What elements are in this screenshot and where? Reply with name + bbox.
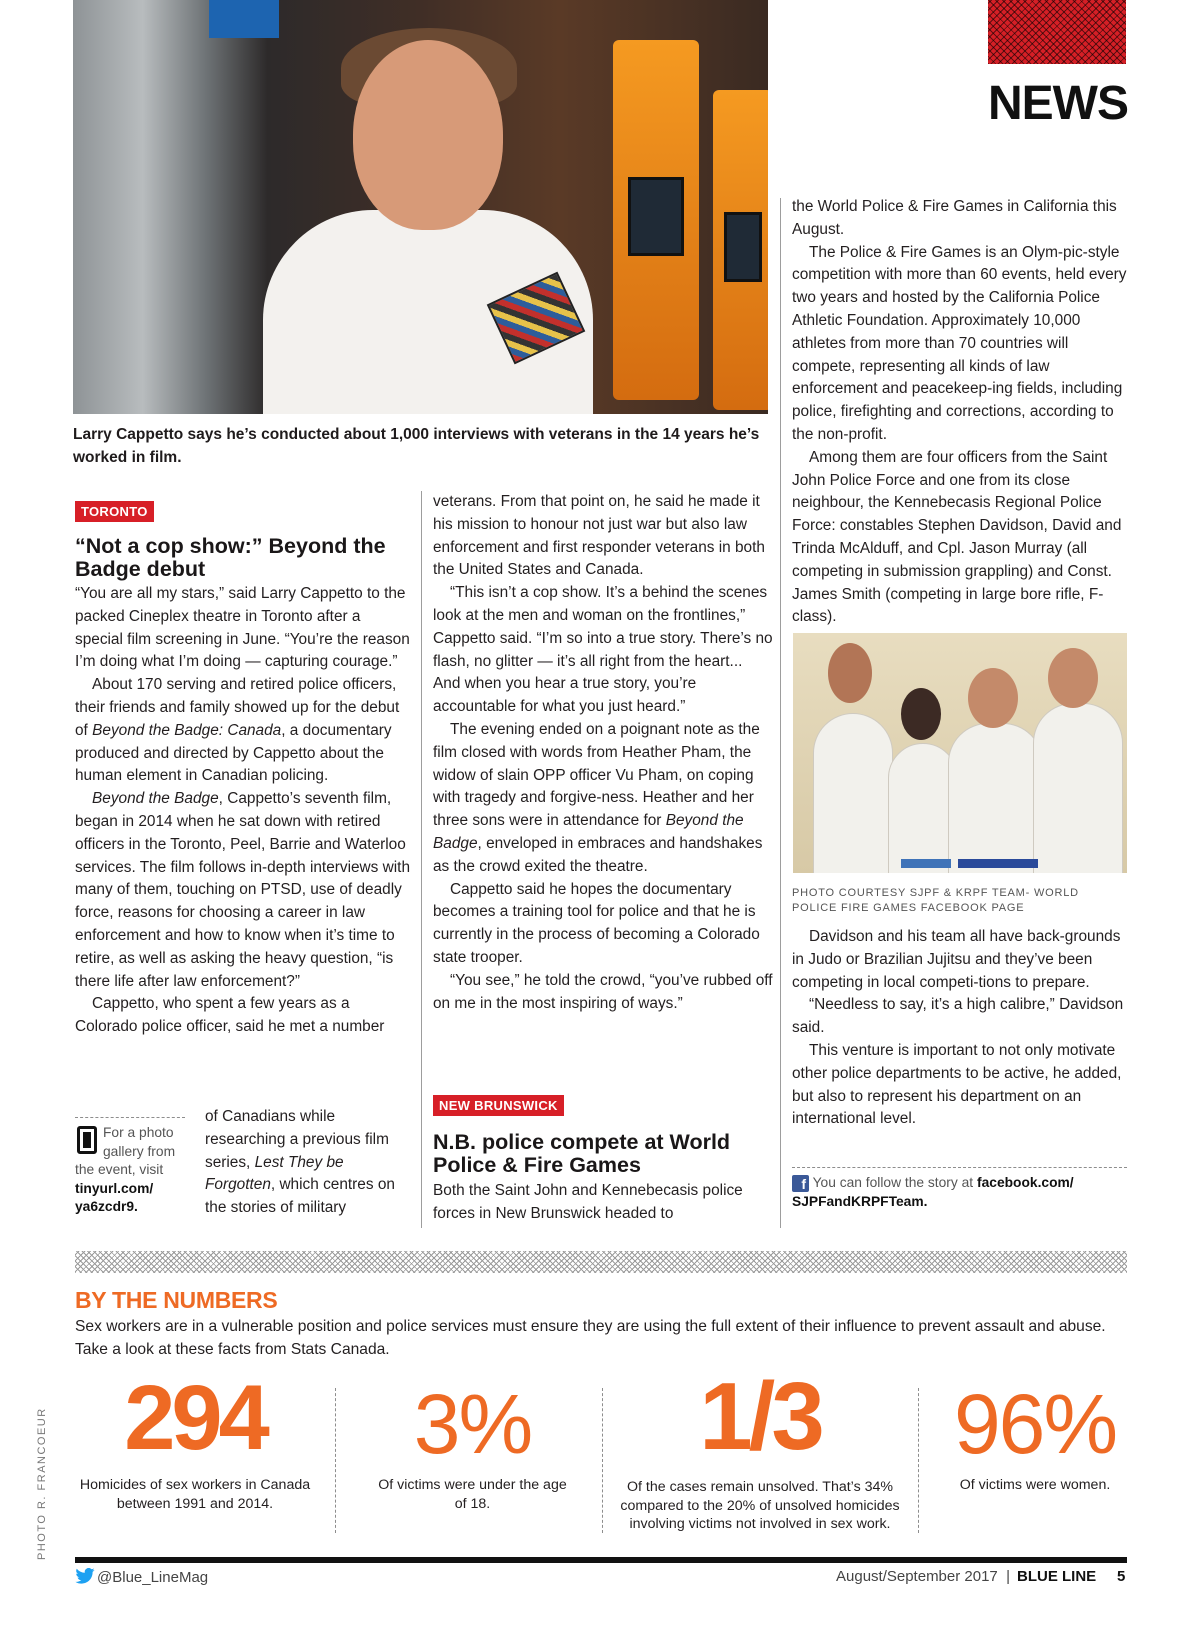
footer-brand: BLUE LINE	[1017, 1568, 1097, 1585]
stat-value: 96%	[953, 1377, 1117, 1471]
story-headline: N.B. police compete at World Police & Fire Games	[433, 1130, 731, 1177]
team-photo	[793, 633, 1127, 873]
paragraph: “Needless to say, it’s a high calibre,” Davidson said.	[792, 996, 1124, 1037]
story1-column-1	[75, 583, 410, 1039]
stat-value: 294	[124, 1367, 266, 1469]
story2-column-3	[792, 196, 1132, 629]
paragraph: “You see,” he told the crowd, “you’ve rubbed off on me in the most inspiring of ways.”	[433, 971, 773, 1012]
photo-caption: Larry Cappetto says he’s conducted about 1,000 interviews with veterans in the 14 years he’s worked in film.	[73, 426, 760, 466]
column-rule	[421, 491, 422, 1228]
story1-column-2	[433, 491, 773, 1015]
paragraph: About 170 serving and retired police officers, their friends and family showed up for the debut of Beyond the Badge: Canada, a documentary produced and directed by Cappetto about the human element in Canadian policing.	[75, 676, 400, 785]
stat-divider	[602, 1388, 603, 1533]
paragraph: “This isn’t a cop show. It’s a behind the scenes look at the men and woman on the frontlines,” Cappetto said. “I’m so into a true story. There’s no flash, no glitter — it’s all right from the heart... And when you hear a true story, you’re accountable for what you just heard.”	[433, 584, 773, 716]
stat-one-third	[615, 1364, 905, 1534]
follow-note: f You can follow the story at facebook.com/ SJPFandKRPFTeam.	[792, 1175, 1074, 1209]
twitter-icon	[75, 1568, 95, 1584]
stat-description: Of the cases remain unsolved. That’s 34% compared to the 20% of unsolved homicides involving victims not involved in sex work.	[620, 1479, 900, 1532]
gallery-note: For a photo gallery from the event, visit tinyurl.com/ ya6zcdr9.	[75, 1125, 176, 1214]
facebook-link[interactable]: facebook.com/ SJPFandKRPFTeam.	[792, 1175, 1074, 1209]
stat-description: Of victims were under the age of 18.	[378, 1477, 567, 1512]
stat-description: Of victims were women.	[959, 1477, 1111, 1493]
gallery-divider	[75, 1117, 185, 1118]
paragraph: the World Police & Fire Games in California this August.	[792, 198, 1117, 238]
stat-96-percent	[940, 1378, 1130, 1495]
paragraph: The evening ended on a poignant note as the film closed with words from Heather Pham, the widow of slain OPP officer Vu Pham, on coping with tragedy and forgive-ness. Heather and her three sons were in attendance for Beyond the Badge, enveloped in embraces and handshakes as the crowd exited the theatre.	[433, 720, 763, 875]
footer-twitter[interactable]: @Blue_LineMag	[75, 1568, 208, 1586]
story-tag-new-brunswick: NEW BRUNSWICK	[433, 1095, 564, 1116]
page-number: 5	[1117, 1568, 1126, 1585]
follow-divider	[792, 1167, 1127, 1168]
person-face	[353, 40, 503, 230]
story2-column-3-bottom	[792, 926, 1132, 1131]
section-intro: Sex workers are in a vulnerable position and police services must ensure they are using the full extent of their influence to prevent assault and abuse. Take a look at these facts from Stats Canada.	[75, 1318, 1106, 1358]
paragraph: Beyond the Badge, Cappetto’s seventh film, began in 2014 when he sat down with retired officers in the Toronto, Peel, Barrie and Waterloo services. The film follows in-depth interviews with many of them, touching on PTSD, use of deadly force, reasons for choosing a career in law enforcement and how to know when it’s time to retire, as well as asking the heavy question, “is there life after law enforcement?”	[75, 790, 411, 990]
stat-value: 1/3	[699, 1363, 821, 1470]
paragraph: Cappetto, who spent a few years as a Colorado police officer, said he met a number	[75, 995, 385, 1036]
gallery-link[interactable]: tinyurl.com/ ya6zcdr9.	[75, 1180, 154, 1214]
ticket-kiosk	[613, 40, 699, 400]
photo-credit-vertical: PHOTO R. FRANCOEUR	[36, 1407, 48, 1560]
main-photo	[73, 0, 768, 414]
paragraph: The Police & Fire Games is an Olym-pic-style competition with more than 60 events, held every two years and hosted by the California Police Athletic Foundation. Approximately 10,000 athletes from more than 70 countries will compete, representing all kinds of law enforcement and peacekeep-ing fields, including police, firefighting and corrections, according to the non-profit.	[792, 243, 1127, 443]
paragraph: This venture is important to not only motivate other police departments to be active, he added, but also to represent his department on an international level.	[792, 1041, 1122, 1128]
stat-description: Homicides of sex workers in Canada between 1991 and 2014.	[79, 1477, 311, 1512]
hatch-divider	[75, 1251, 1127, 1273]
facebook-icon: f	[792, 1175, 809, 1192]
paragraph: Davidson and his team all have back-grounds in Judo or Brazilian Jujitsu and they’ve been competing in local competi-tions to prepare.	[792, 928, 1121, 991]
news-pattern	[988, 0, 1126, 64]
stat-divider	[335, 1388, 336, 1533]
stat-3-percent	[375, 1378, 570, 1513]
story-tag-toronto: TORONTO	[75, 501, 154, 522]
paragraph: Cappetto said he hopes the documentary becomes a training tool for police and that he is currently in the process of becoming a Colorado state trooper.	[433, 880, 760, 966]
surveillance-sign	[209, 0, 279, 38]
section-title: BY THE NUMBERS	[75, 1287, 278, 1313]
ticket-kiosk	[713, 90, 768, 410]
photo-credit: PHOTO COURTESY SJPF & KRPF TEAM- WORLD POLICE FIRE GAMES FACEBOOK PAGE	[792, 887, 1079, 914]
section-label: NEWS	[988, 77, 1128, 130]
column-rule	[780, 198, 781, 1228]
stat-294	[75, 1368, 315, 1513]
footer-rule	[75, 1557, 1127, 1563]
story2-column-2: Both the Saint John and Kennebecasis police forces in New Brunswick headed to	[433, 1182, 743, 1222]
paragraph: veterans. From that point on, he said he made it his mission to honour not just war but also law enforcement and first responder veterans in both the United States and Canada.	[433, 493, 765, 579]
paragraph: Among them are four officers from the Saint John Police Force and one from its close neighbour, the Kennebecasis Regional Police Force: constables Stephen Davidson, David and Trinda McAlduff, and Cpl. Jason Murray (all competing in submission grappling) and Const. James Smith (competing in large bore rifle, F-class).	[792, 448, 1122, 626]
story1-wrap-text: of Canadians while researching a previous film series, Lest They be Forgotten, which centres on the stories of military	[205, 1108, 395, 1217]
footer-issue: August/September 2017 |	[836, 1568, 1011, 1585]
stat-divider	[918, 1388, 919, 1533]
tablet-icon	[77, 1126, 97, 1154]
paragraph: “You are all my stars,” said Larry Cappetto to the packed Cineplex theatre in Toronto after a special film screening in June. “You’re the reason I’m doing what I’m doing — capturing courage.”	[75, 585, 410, 671]
story-headline: “Not a cop show:” Beyond the Badge debut	[75, 534, 386, 581]
stat-value: 3%	[413, 1377, 532, 1471]
